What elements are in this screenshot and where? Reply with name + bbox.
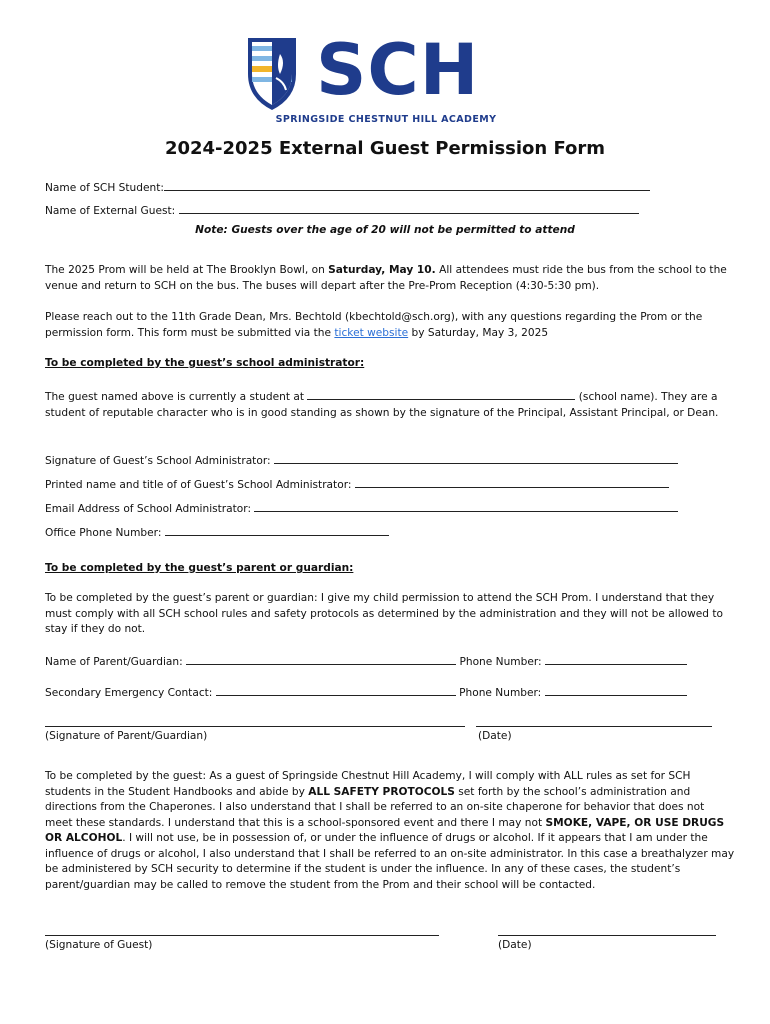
admin-printed-row (45, 476, 669, 494)
admin-section-heading: To be completed by the guest’s school administrator: (45, 357, 365, 369)
guest-name-label: Name of External Guest: (45, 205, 176, 217)
contact-text-1: Please reach out to the 11th Grade Dean, Mrs. Bechtold (kbechtold@sch.org), with any questions regarding the Prom or the permission form. This form must be submitted via the (45, 311, 703, 339)
contact-paragraph (45, 310, 735, 341)
guest-name-field[interactable] (179, 202, 639, 214)
parent-section-heading: To be completed by the guest’s parent or guardian: (45, 562, 354, 574)
parent-signature-line[interactable] (45, 726, 465, 727)
admin-phone-row (45, 524, 389, 542)
guest-paragraph (45, 769, 735, 893)
prom-date-bold: Saturday, May 10. (328, 264, 436, 276)
parent-name-row (45, 653, 687, 671)
emergency-contact-label: Secondary Emergency Contact: (45, 687, 213, 699)
guest-text-3: . I will not use, be in possession of, or under the influence of drugs or alcohol. If it appears that I am under the influence of drugs or alcohol, I also understand that I shall be referred to an on-site administrator. In this case a breathalyzer may be administered by SCH security to determine if the student is under the influence. In any of these cases, the student’s parent/guardian may be called to remove the student from the Prom and their school will be contacted. (45, 832, 735, 891)
admin-text-1: The guest named above is currently a student at (45, 391, 308, 403)
guest-text-2: set forth by the school’s administration and directions from the Chaperones. I also understand that I shall be referred to an on-site chaperone for behavior that does not meet these standards. I understand that this is a school-sponsored event and there I may not (45, 785, 705, 829)
prom-paragraph (45, 263, 735, 294)
parent-date-line[interactable] (476, 726, 712, 727)
emergency-contact-row (45, 684, 687, 702)
parent-name-field[interactable] (186, 653, 456, 665)
guest-name-row (45, 202, 639, 220)
admin-email-label: Email Address of School Administrator: (45, 503, 252, 515)
admin-printed-label: Printed name and title of of Guest’s School Administrator: (45, 479, 352, 491)
guest-date-label: (Date) (498, 939, 532, 951)
parent-date-label: (Date) (478, 730, 512, 742)
emergency-phone-label: Phone Number: (459, 687, 542, 699)
parent-signature-label: (Signature of Parent/Guardian) (45, 730, 208, 742)
guest-text-1: To be completed by the guest: As a guest of Springside Chestnut Hill Academy, I will comply with ALL rules as set for SCH students in the Student Handbooks and abide by (45, 770, 691, 798)
logo-wordmark: SCH (316, 29, 480, 111)
parent-phone-field[interactable] (545, 653, 687, 665)
student-name-label: Name of SCH Student: (45, 182, 164, 194)
admin-signature-row (45, 452, 678, 470)
age-note: Note: Guests over the age of 20 will not be permitted to attend (195, 224, 575, 236)
admin-email-row (45, 500, 678, 518)
admin-text-2: (school name). They are a student of reputable character who is in good standing as shown by the signature of the Principal, Assistant Principal, or Dean. (45, 391, 719, 419)
form-title: 2024-2025 External Guest Permission Form (164, 138, 606, 159)
admin-email-field[interactable] (254, 500, 678, 512)
no-drugs-bold: SMOKE, VAPE, OR USE DRUGS OR ALCOHOL (45, 816, 725, 844)
contact-text-2: by Saturday, May 3, 2025 (408, 326, 549, 339)
prom-text-1: The 2025 Prom will be held at The Brooklyn Bowl, on (45, 264, 329, 276)
admin-printed-field[interactable] (355, 476, 669, 488)
emergency-contact-field[interactable] (216, 684, 456, 696)
student-name-row (45, 179, 650, 197)
guest-date-line[interactable] (498, 935, 716, 936)
student-name-field[interactable] (164, 179, 650, 191)
admin-paragraph (45, 388, 735, 421)
guest-signature-label: (Signature of Guest) (45, 939, 153, 951)
logo-subtitle: SPRINGSIDE CHESTNUT HILL ACADEMY (275, 114, 497, 125)
parent-name-label: Name of Parent/Guardian: (45, 656, 183, 668)
admin-phone-field[interactable] (165, 524, 389, 536)
guest-signature-line[interactable] (45, 935, 439, 936)
emergency-phone-field[interactable] (545, 684, 687, 696)
safety-protocols-bold: ALL SAFETY PROTOCOLS (308, 785, 455, 798)
school-name-field[interactable] (307, 388, 575, 400)
parent-paragraph: To be completed by the guest’s parent or guardian: I give my child permission to attend the SCH Prom. I understand that they must comply with all SCH school rules and safety protocols as determined by the administration and they will not be allowed to stay if they do not. (45, 592, 723, 635)
admin-phone-label: Office Phone Number: (45, 527, 162, 539)
admin-signature-field[interactable] (274, 452, 678, 464)
prom-text-2: All attendees must ride the bus from the school to the venue and return to SCH on the bus. The buses will depart after the Pre-Prom Reception (4:30-5:30 pm). (45, 264, 727, 292)
ticket-website-link[interactable]: ticket website (334, 326, 409, 339)
parent-phone-label: Phone Number: (459, 656, 542, 668)
admin-signature-label: Signature of Guest’s School Administrator: (45, 455, 271, 467)
sch-logo (246, 29, 526, 126)
